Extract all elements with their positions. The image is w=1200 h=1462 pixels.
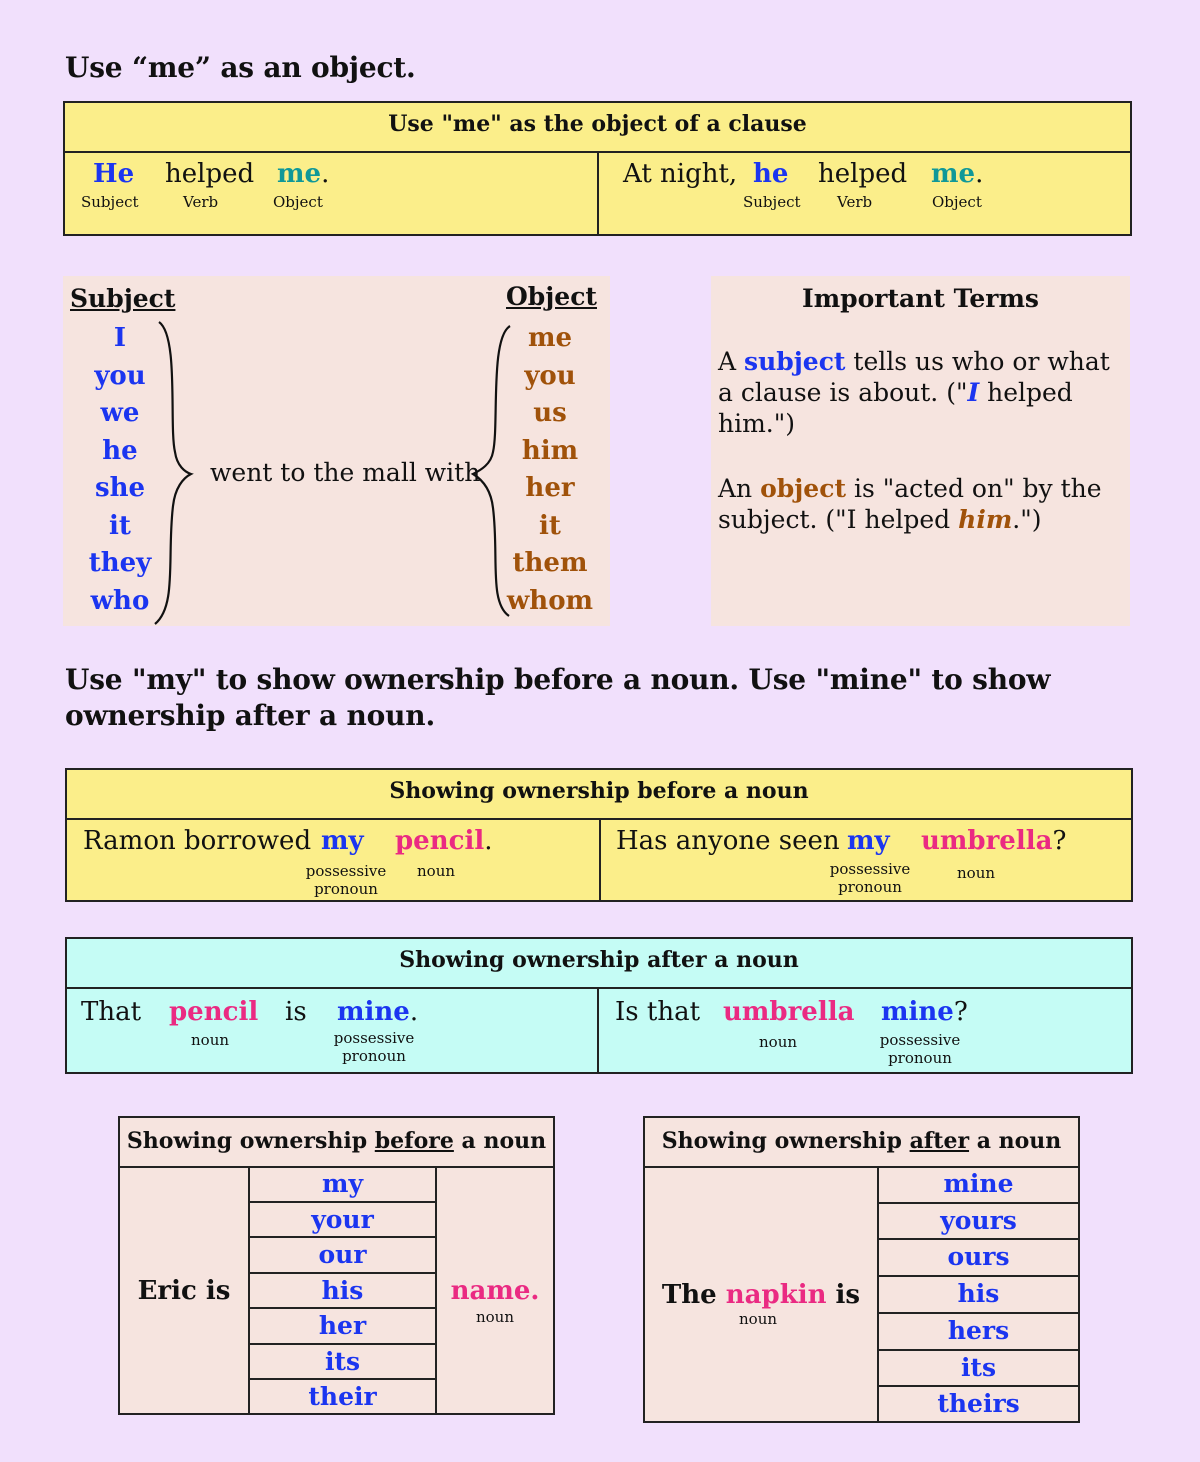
pronoun-cell: your bbox=[311, 1204, 374, 1234]
object-label: Object bbox=[273, 193, 323, 211]
object-label: Object bbox=[932, 193, 982, 211]
cell-divider bbox=[250, 1272, 435, 1274]
pronoun-item: it bbox=[109, 510, 131, 541]
pronoun-item: she bbox=[94, 473, 146, 503]
pronoun-cell: our bbox=[318, 1240, 367, 1270]
pronoun-cell: yours bbox=[940, 1205, 1017, 1235]
object-definition: An object is "acted on" by the subject. ("I helped him.") bbox=[718, 474, 1102, 534]
noun-label: noun bbox=[957, 864, 996, 882]
pronoun-item: him bbox=[521, 435, 579, 466]
pronoun-item: you bbox=[524, 360, 576, 391]
possessive-word-list bbox=[879, 1166, 1078, 1423]
grid-header: Showing ownership before a noun bbox=[126, 1128, 547, 1154]
brace-icons bbox=[63, 276, 610, 626]
pronoun-item: me bbox=[527, 323, 573, 353]
possessive-label: possessive pronoun bbox=[333, 1029, 415, 1065]
prefix-text: At night, bbox=[623, 159, 738, 189]
pronoun-item: I bbox=[113, 323, 127, 353]
grid-header: Showing ownership after a noun bbox=[661, 1128, 1062, 1154]
noun-word: umbrella bbox=[723, 997, 855, 1027]
verb-word: is bbox=[285, 997, 307, 1027]
pronoun-cell: his bbox=[957, 1279, 1000, 1309]
pronoun-item: we bbox=[100, 398, 140, 428]
subject-column-title: Subject bbox=[70, 284, 176, 313]
cell-divider bbox=[250, 1236, 435, 1238]
pronoun-cell: my bbox=[322, 1169, 363, 1198]
pronoun-cell: hers bbox=[947, 1315, 1010, 1345]
table-header: Showing ownership before a noun bbox=[389, 778, 809, 804]
cell-divider bbox=[250, 1378, 435, 1380]
possessive-label: possessive pronoun bbox=[305, 862, 387, 898]
possessive-word: my bbox=[847, 826, 890, 856]
pronoun-cell: theirs bbox=[937, 1389, 1020, 1419]
prefix-text: Is that bbox=[615, 997, 701, 1027]
section-heading-me: Use “me” as an object. bbox=[65, 51, 416, 84]
pronoun-cell: her bbox=[318, 1311, 367, 1341]
ownership-after-table bbox=[65, 937, 1133, 1074]
subject-label: Subject bbox=[81, 193, 139, 211]
section-heading-my-mine: Use "my" to show ownership before a noun. Use "mine" to show ownership after a noun. bbox=[65, 663, 1051, 732]
pronoun-cell: mine bbox=[943, 1169, 1014, 1198]
table-header: Use "me" as the object of a clause bbox=[388, 111, 807, 137]
lead-text: Eric is bbox=[137, 1276, 231, 1306]
table-header: Showing ownership after a noun bbox=[399, 947, 799, 973]
important-terms-title: Important Terms bbox=[802, 284, 1039, 313]
pronoun-cell: his bbox=[321, 1275, 364, 1305]
verb-label: Verb bbox=[837, 193, 873, 211]
possessive-word: my bbox=[321, 826, 364, 856]
possessive-word-list bbox=[250, 1166, 435, 1415]
pronoun-item: they bbox=[88, 548, 152, 578]
noun-label: noun bbox=[739, 1310, 778, 1328]
cell-divider bbox=[250, 1307, 435, 1309]
noun-label: noun bbox=[475, 1308, 514, 1326]
pronoun-item: her bbox=[525, 473, 575, 503]
noun-label: noun bbox=[417, 862, 456, 880]
possessive-word-group: mine. bbox=[337, 997, 419, 1027]
noun-word-group: pencil. bbox=[395, 826, 493, 856]
right-brace-icon bbox=[155, 322, 191, 624]
cell-divider bbox=[250, 1201, 435, 1203]
pronoun-item: whom bbox=[506, 585, 594, 616]
subject-word: he bbox=[753, 159, 789, 189]
pronoun-item: them bbox=[512, 548, 588, 578]
prefix-text: Has anyone seen bbox=[616, 826, 840, 856]
after-pronoun-grid bbox=[643, 1116, 1080, 1423]
cell-divider bbox=[879, 1202, 1078, 1204]
noun-label: noun bbox=[191, 1031, 230, 1049]
cell-divider bbox=[250, 1343, 435, 1345]
noun-word-group: name. bbox=[450, 1276, 540, 1306]
prefix-text: Ramon borrowed bbox=[83, 826, 312, 856]
subject-definition: A subject tells us who or what a clause is about. ("I helped him.") bbox=[718, 347, 1110, 438]
object-word-group: me. bbox=[931, 159, 984, 189]
pronoun-cell: their bbox=[308, 1382, 377, 1412]
important-terms-box bbox=[711, 276, 1130, 626]
subject-label: Subject bbox=[743, 193, 801, 211]
object-column-title: Object bbox=[506, 282, 597, 311]
verb-word: helped bbox=[818, 159, 908, 189]
pronoun-item: us bbox=[533, 398, 567, 428]
pronoun-diagram bbox=[63, 276, 610, 626]
possessive-label: possessive pronoun bbox=[829, 860, 911, 896]
noun-word: pencil bbox=[169, 997, 259, 1027]
me-object-table bbox=[63, 101, 1132, 236]
noun-label: noun bbox=[759, 1033, 798, 1051]
pronoun-item: he bbox=[102, 435, 138, 466]
cell-divider bbox=[879, 1385, 1078, 1387]
cell-divider bbox=[879, 1238, 1078, 1240]
object-word-group: me. bbox=[277, 159, 330, 189]
pronoun-cell: its bbox=[324, 1346, 361, 1376]
pronoun-item: who bbox=[90, 585, 150, 616]
prefix-text: That bbox=[81, 997, 142, 1027]
before-pronoun-grid bbox=[118, 1116, 555, 1415]
cell-divider bbox=[879, 1275, 1078, 1277]
lead-text: The napkin is bbox=[661, 1280, 861, 1310]
pronoun-item: it bbox=[539, 510, 561, 541]
noun-word-group: umbrella? bbox=[921, 826, 1067, 856]
pronoun-item: you bbox=[94, 360, 146, 391]
ownership-before-table bbox=[65, 768, 1133, 902]
cell-divider bbox=[879, 1349, 1078, 1351]
possessive-label: possessive pronoun bbox=[879, 1031, 961, 1067]
cell-divider bbox=[879, 1312, 1078, 1314]
middle-sentence: went to the mall with bbox=[210, 458, 481, 487]
pronoun-cell: its bbox=[960, 1352, 997, 1382]
pronoun-cell: ours bbox=[947, 1242, 1010, 1272]
possessive-word-group: mine? bbox=[881, 997, 968, 1027]
subject-word: He bbox=[93, 159, 135, 189]
verb-label: Verb bbox=[183, 193, 219, 211]
verb-word: helped bbox=[165, 159, 255, 189]
